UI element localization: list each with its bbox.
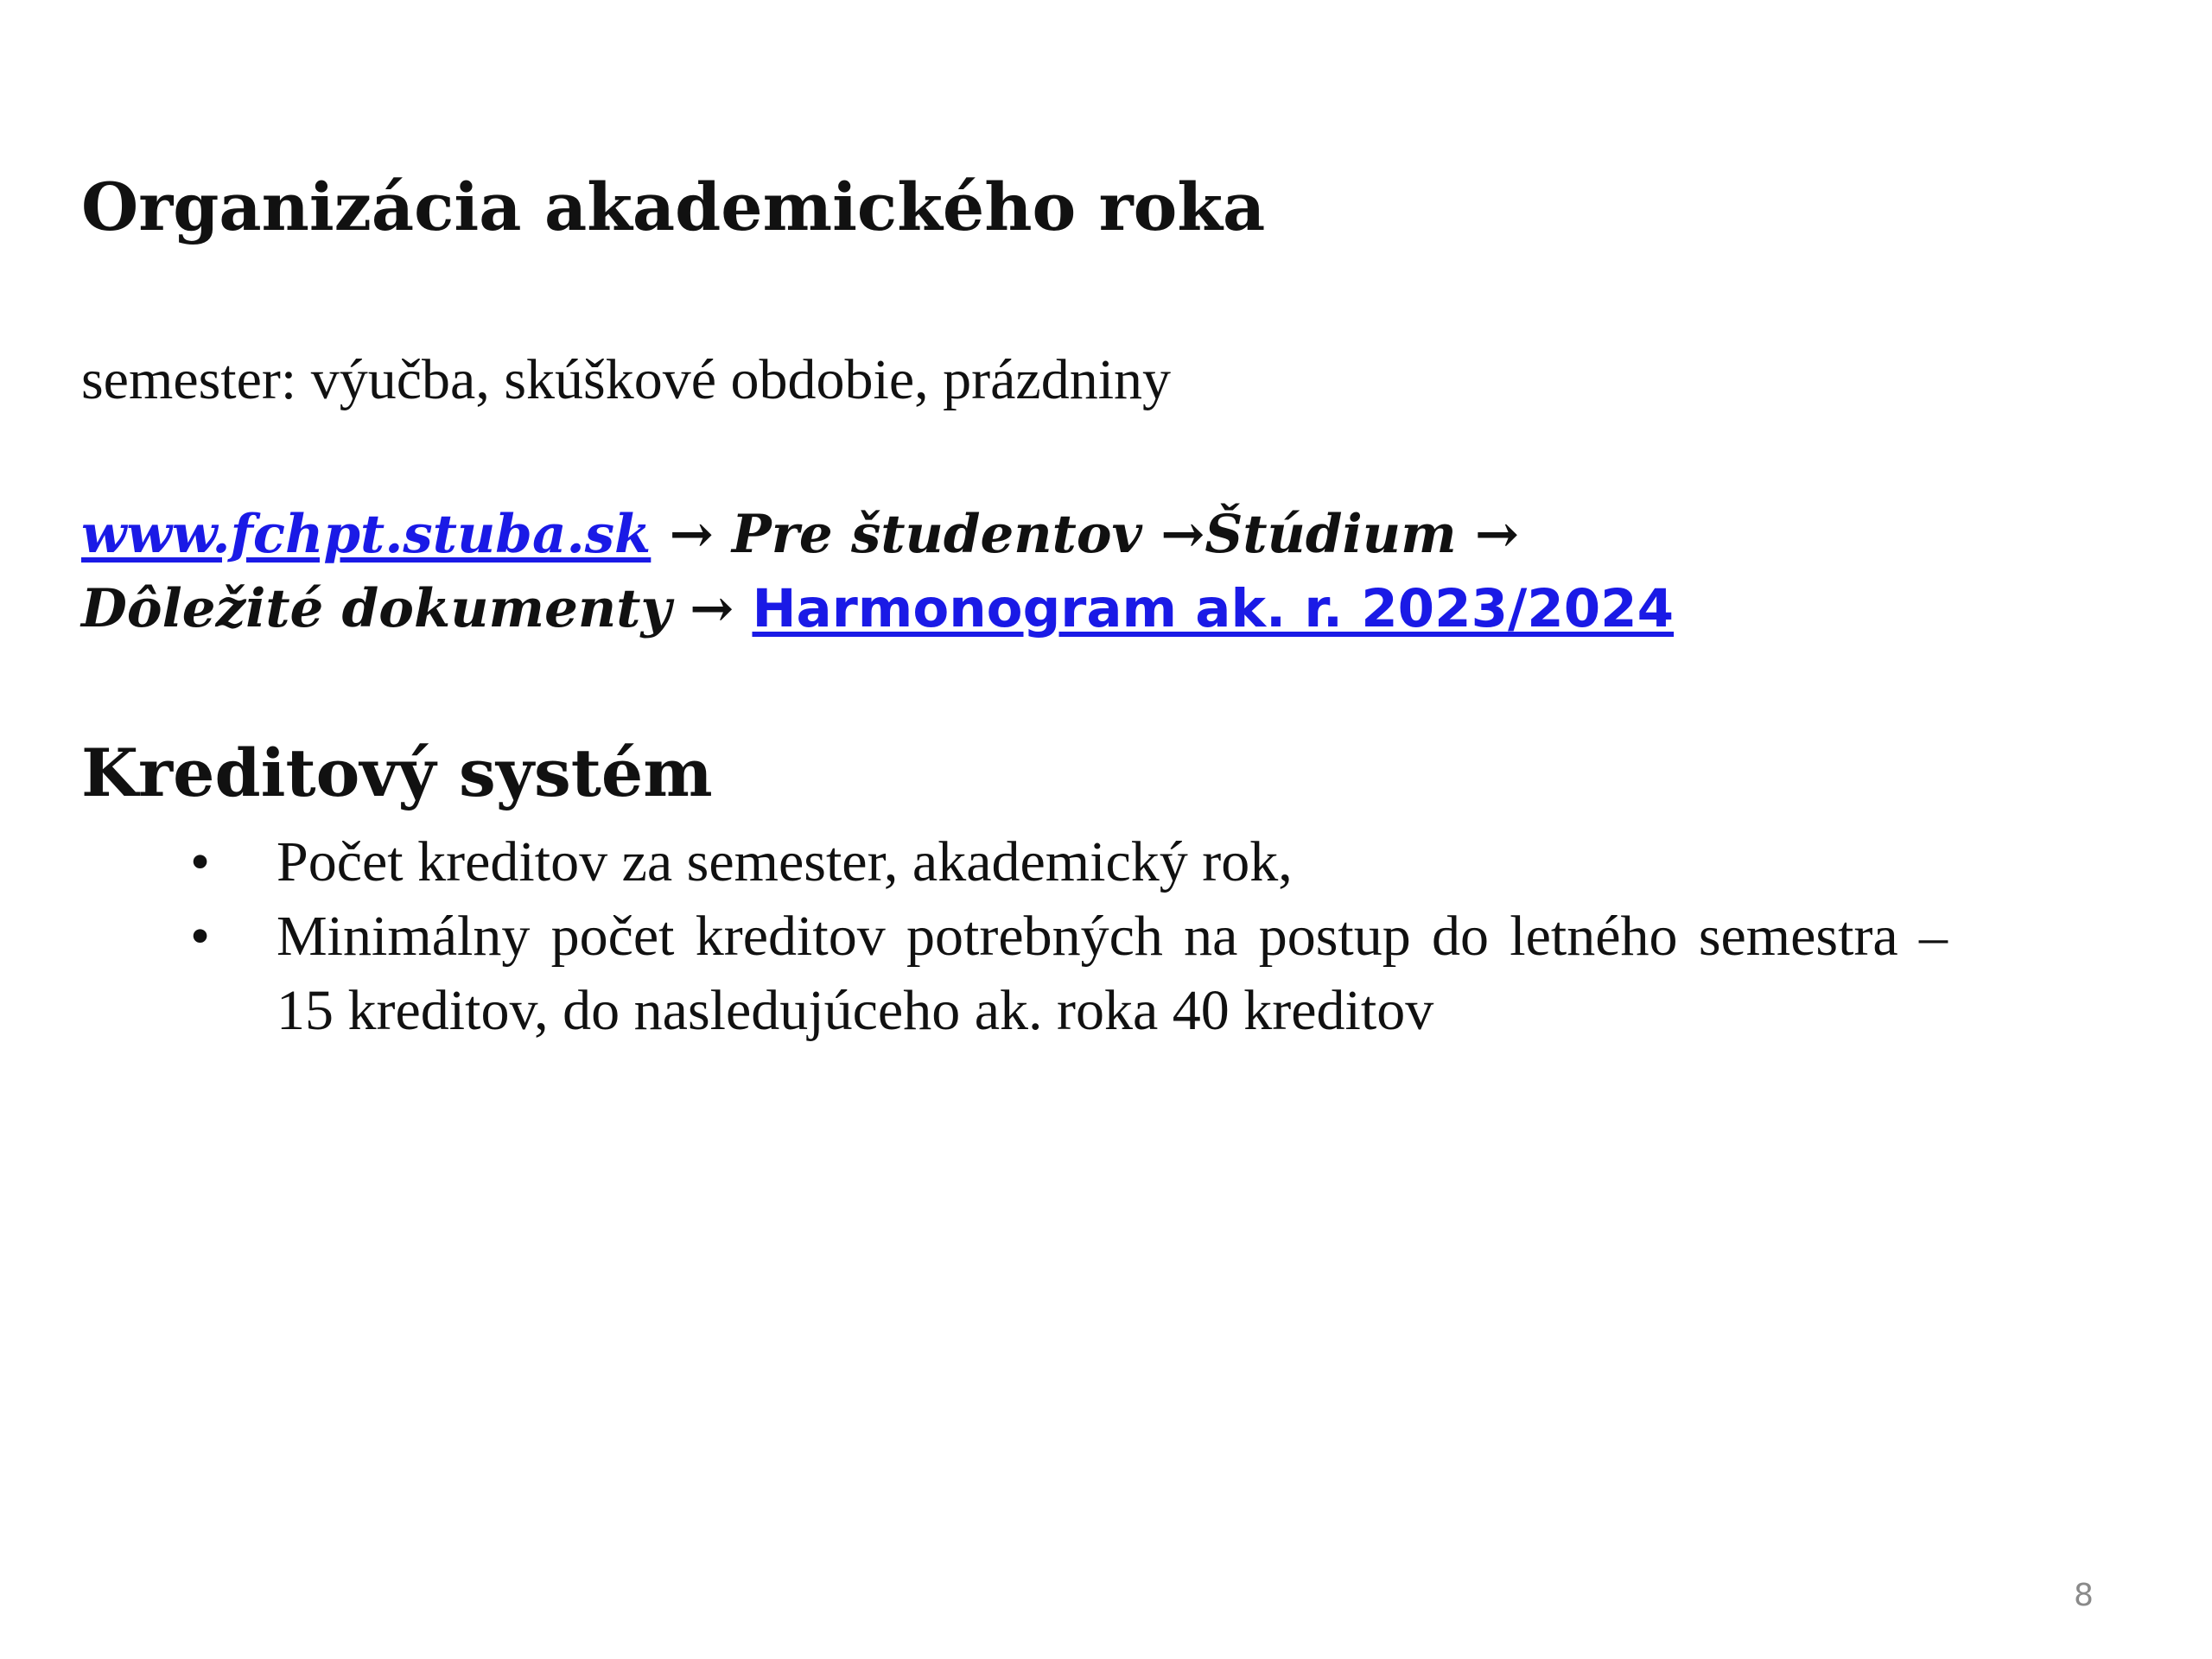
arrow: → <box>671 578 753 639</box>
section-title-credit-system: Kreditový systém <box>81 734 713 811</box>
semester-description: semester: výučba, skúškové obdobie, prázdniny <box>81 348 1172 411</box>
page-number: 8 <box>2074 1578 2094 1613</box>
bullet-icon: • <box>190 905 211 968</box>
slide-title: Organizácia akademického roka <box>81 168 1266 245</box>
credit-bullet-list <box>81 825 1948 1048</box>
list-item <box>81 899 1948 1048</box>
arrow: → <box>1456 504 1519 565</box>
path-step-dolezite-dokumenty: Dôležité dokumenty <box>81 578 671 639</box>
bullet-text: Počet kreditov za semester, akademický rok, <box>276 830 1293 893</box>
navigation-path <box>81 498 1723 646</box>
list-item <box>81 825 1948 899</box>
bullet-icon: • <box>190 830 211 893</box>
arrow: → <box>1141 504 1205 565</box>
path-step-pre-studentov: Pre študentov <box>731 504 1142 565</box>
arrow: → <box>651 504 732 565</box>
bullet-text: Minimálny počet kreditov potrebných na postup do letného semestra – 15 kreditov, do nasledujúceho ak. roka 40 kreditov <box>276 905 1948 1042</box>
website-link[interactable]: www.fchpt.stuba.sk <box>81 504 652 565</box>
harmonogram-link[interactable]: Harmonogram ak. r. 2023/2024 <box>752 578 1675 639</box>
path-step-studium: Štúdium <box>1205 504 1457 565</box>
